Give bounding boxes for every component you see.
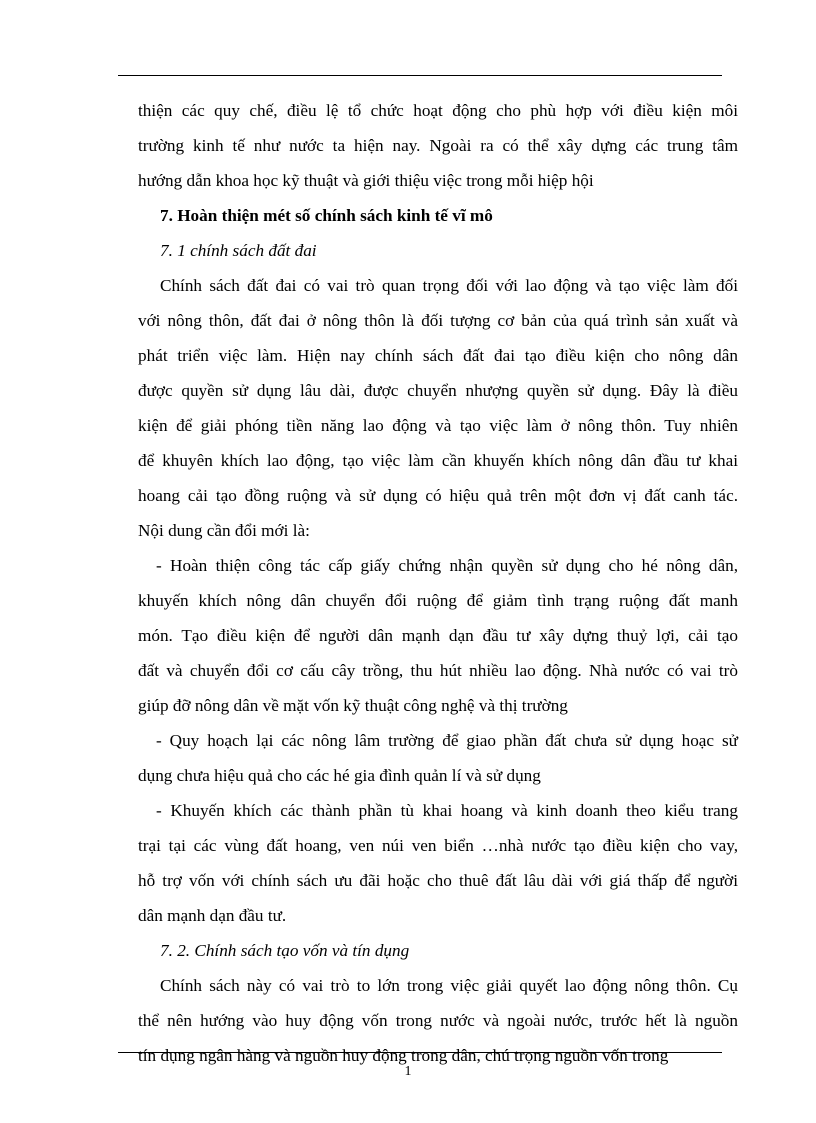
text-line: hoang cải tạo đồng ruộng và sử dụng có hiệu quả trên một đơn vị đất canh tác.	[138, 486, 738, 505]
section-heading: 7. Hoàn thiện mét số chính sách kinh tế vĩ mô	[160, 206, 493, 225]
text-line: hỗ trợ vốn với chính sách ưu đãi hoặc cho thuê đất lâu dài với giá thấp để người	[138, 871, 738, 890]
bullet-line: - Hoàn thiện công tác cấp giấy chứng nhận quyền sử dụng cho hé nông dân,	[156, 556, 738, 575]
bullet-line: - Khuyến khích các thành phần tù khai hoang và kinh doanh theo kiểu trang	[156, 801, 738, 820]
text-line: món. Tạo điều kiện để người dân mạnh dạn đầu tư xây dựng thuỷ lợi, cải tạo	[138, 626, 738, 645]
text-line: hướng dẫn khoa học kỹ thuật và giới thiệu việc trong mỗi hiệp hội	[138, 171, 594, 190]
text-line: thiện các quy chế, điều lệ tổ chức hoạt động cho phù hợp với điều kiện môi	[138, 101, 738, 120]
text-line: đất và chuyển đổi cơ cấu cây trồng, thu hút nhiều lao động. Nhà nước có vai trò	[138, 661, 738, 680]
header-rule	[118, 75, 722, 76]
text-line: được quyền sử dụng lâu dài, được chuyển nhượng quyền sử dụng. Đây là điều	[138, 381, 738, 400]
text-line: phát triển việc làm. Hiện nay chính sách đất đai tạo điều kiện cho nông dân	[138, 346, 738, 365]
text-line: để khuyên khích lao động, tạo việc làm cần khuyến khích nông dân đầu tư khai	[138, 451, 738, 470]
text-line: Chính sách này có vai trò to lớn trong việc giải quyết lao động nông thôn. Cụ	[160, 976, 738, 995]
document-body	[138, 93, 738, 1073]
text-line: thể nên hướng vào huy động vốn trong nước và ngoài nước, trước hết là nguồn	[138, 1011, 738, 1030]
text-line: kiện để giải phóng tiền năng lao động và tạo việc làm ở nông thôn. Tuy nhiên	[138, 416, 738, 435]
subsection-heading: 7. 2. Chính sách tạo vốn và tín dụng	[160, 941, 410, 960]
text-line: dân mạnh dạn đầu tư.	[138, 906, 287, 925]
text-line: trại tại các vùng đất hoang, ven núi ven biển …nhà nước tạo điều kiện cho vay,	[138, 836, 738, 855]
footer-rule	[118, 1052, 722, 1053]
text-line: với nông thôn, đất đai ở nông thôn là đối tượng cơ bản của quá trình sản xuất và	[138, 311, 738, 330]
text-line: dụng chưa hiệu quả cho các hé gia đình quản lí và sử dụng	[138, 766, 541, 785]
page-number: 1	[404, 1064, 412, 1079]
bullet-line: - Quy hoạch lại các nông lâm trường để giao phần đất chưa sử dụng hoạc sử	[156, 731, 738, 750]
text-line: Nội dung cần đổi mới là:	[138, 521, 310, 540]
text-line: giúp đỡ nông dân về mặt vốn kỹ thuật công nghệ và thị trường	[138, 696, 568, 715]
text-line: tín dụng ngân hàng và nguồn huy động trong dân, chú trọng nguồn vốn trong	[138, 1046, 669, 1065]
text-line: Chính sách đất đai có vai trò quan trọng đối với lao động và tạo việc làm đối	[160, 276, 738, 295]
subsection-heading: 7. 1 chính sách đất đai	[160, 241, 317, 260]
text-line: trường kinh tế như nước ta hiện nay. Ngoài ra có thể xây dựng các trung tâm	[138, 136, 738, 155]
text-line: khuyến khích nông dân chuyển đổi ruộng để giảm tình trạng ruộng đất manh	[138, 591, 738, 610]
